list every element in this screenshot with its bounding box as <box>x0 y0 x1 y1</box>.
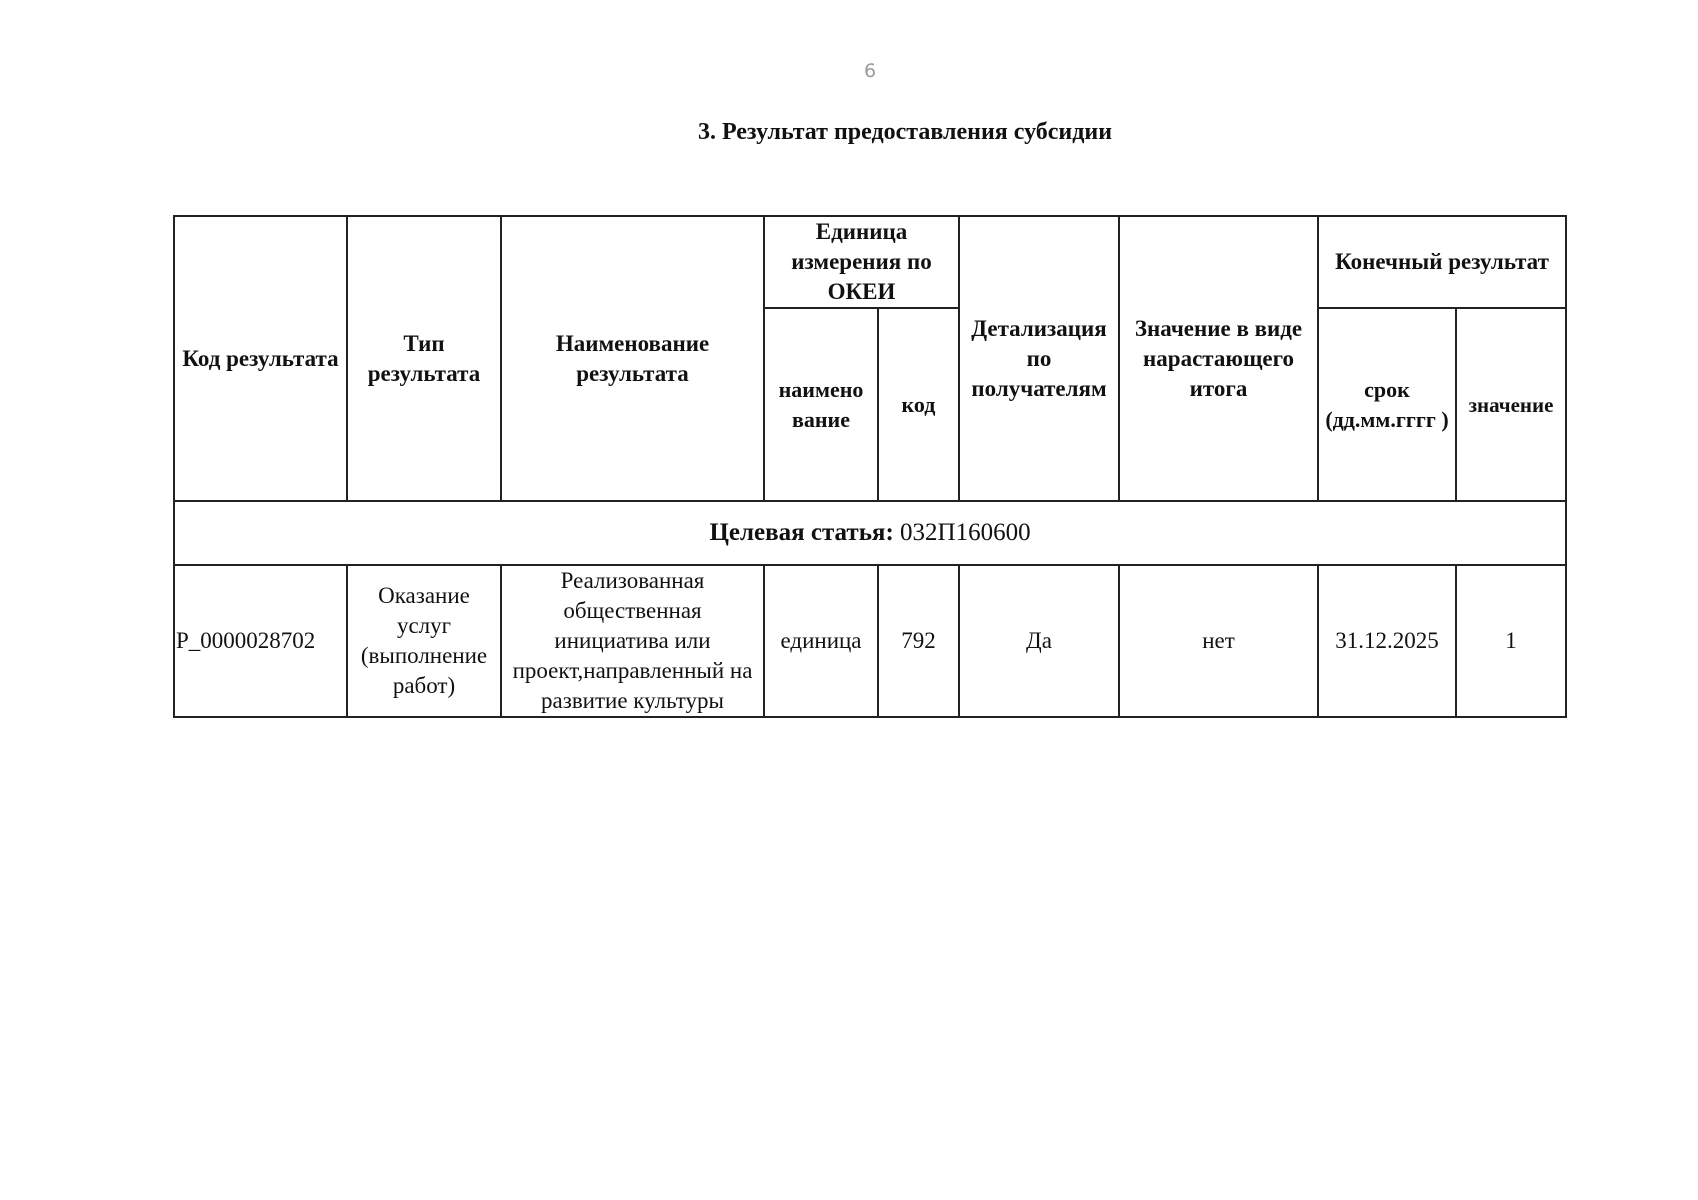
header-deadline: срок (дд.мм.гггг ) <box>1318 308 1456 501</box>
header-result-type: Тип результата <box>347 216 501 501</box>
cell-result-name: Реализованная общественная инициатива или проект,направленный на развитие культуры <box>501 565 764 717</box>
page-number: 6 <box>863 60 877 82</box>
target-article-row <box>174 501 1566 565</box>
cell-detail-by-recipients: Да <box>959 565 1119 717</box>
subsidy-result-table <box>173 215 1567 718</box>
header-result-name: Наименование результата <box>501 216 764 501</box>
header-result-code: Код результата <box>174 216 347 501</box>
header-detail-by-recipients: Детализация по получателям <box>959 216 1119 501</box>
target-article-value: 032П160600 <box>900 519 1031 546</box>
cell-value: 1 <box>1456 565 1566 717</box>
cell-unit-code: 792 <box>878 565 959 717</box>
cell-deadline: 31.12.2025 <box>1318 565 1456 717</box>
header-value: значение <box>1456 308 1566 501</box>
target-article-label: Целевая статья: <box>709 519 894 546</box>
cell-unit-name: единица <box>764 565 878 717</box>
table-row <box>174 565 1566 717</box>
section-title: 3. Результат предоставления субсидии <box>697 119 1113 145</box>
header-cumulative-value: Значение в виде нарастающего итога <box>1119 216 1318 501</box>
header-unit-code: код <box>878 308 959 501</box>
header-final-result-group: Конечный результат <box>1318 216 1566 308</box>
header-unit-name: наимено вание <box>764 308 878 501</box>
target-article-cell <box>174 501 1566 565</box>
cell-cumulative-value: нет <box>1119 565 1318 717</box>
header-unit-group: Единица измерения по ОКЕИ <box>764 216 959 308</box>
cell-result-code: P_0000028702 <box>174 565 347 717</box>
header-row-top <box>174 216 1566 308</box>
cell-result-type: Оказание услуг (выполнение работ) <box>347 565 501 717</box>
